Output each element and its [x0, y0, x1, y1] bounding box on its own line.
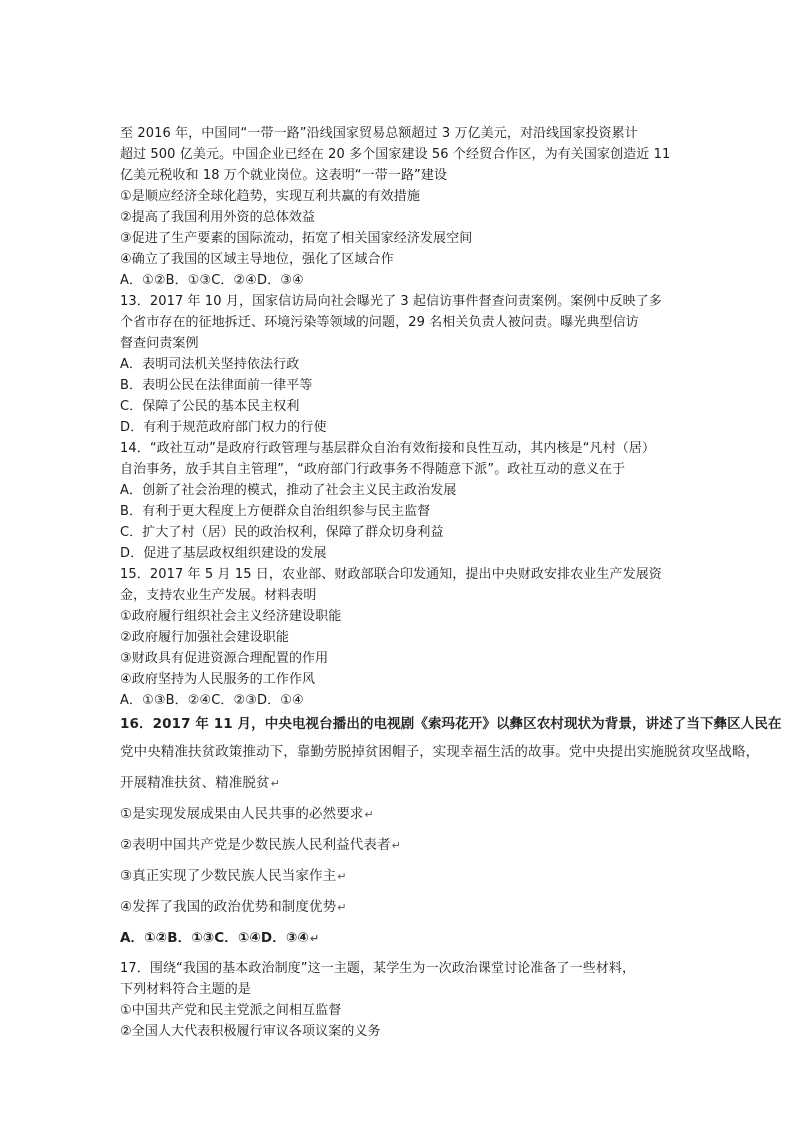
q16-option-1: ①是实现发展成果由人民共事的必然要求↵ — [120, 806, 374, 822]
q15-option-1: ①政府履行组织社会主义经济建设职能 — [120, 609, 342, 624]
q15-option-3: ③财政具有促进资源合理配置的作用 — [120, 651, 329, 666]
q13-option-d: D．有利于规范政府部门权力的行使 — [120, 420, 327, 435]
q14-stem-line-1: 14．“政社互动”是政府行政管理与基层群众自治有效衔接和良性互动，其内核是“凡村（居） — [120, 441, 656, 456]
return-mark-icon: ↵ — [270, 777, 280, 790]
q12-option-2: ②提高了我国利用外资的总体效益 — [120, 210, 316, 225]
q14-option-b: B．有利于更大程度上方便群众自治组织参与民主监督 — [120, 504, 431, 519]
q15-stem-line-1: 15．2017 年 5 月 15 日，农业部、财政部联合印发通知，提出中央财政安排农业生产发展资 — [120, 567, 662, 582]
q15-option-2: ②政府履行加强社会建设职能 — [120, 630, 289, 645]
return-mark-icon: ↵ — [391, 839, 401, 852]
q13-option-a: A．表明司法机关坚持依法行政 — [120, 357, 300, 372]
q17-stem-line-2: 下列材料符合主题的是 — [120, 982, 252, 997]
q15-answer-choices: A．①③B．②④C．②③D．①④ — [120, 693, 304, 708]
q14-option-a: A．创新了社会治理的模式，推动了社会主义民主政治发展 — [120, 483, 457, 498]
q16-stem-line-2: 党中央精准扶贫政策推动下，靠勤劳脱掉贫困帽子，实现幸福生活的故事。党中央提出实施脱贫攻坚战略， — [120, 744, 760, 760]
q16-answer-choices: A．①②B．①③C．①④D．③④↵ — [120, 930, 320, 946]
q12-stem-line-1: 至 2016 年，中国同“一带一路”沿线国家贸易总额超过 3 万亿美元，对沿线国家投资累计 — [120, 126, 638, 141]
q17-option-1: ①中国共产党和民主党派之间相互监督 — [120, 1003, 342, 1018]
q13-stem-line-2: 个省市存在的征地拆迁、环境污染等领域的问题，29 名相关负责人被问责。曝光典型信访 — [120, 315, 639, 330]
q14-option-d: D．促进了基层政权组织建设的发展 — [120, 546, 327, 561]
q13-stem-line-1: 13．2017 年 10 月，国家信访局向社会曝光了 3 起信访事件督查问责案例。案例中反映了多 — [120, 294, 662, 309]
q13-option-b: B．表明公民在法律面前一律平等 — [120, 378, 313, 393]
q17-stem-line-1: 17．围绕“我国的基本政治制度”这一主题，某学生为一次政治课堂讨论准备了一些材料， — [120, 961, 636, 976]
q15-stem-line-2: 金，支持农业生产发展。材料表明 — [120, 588, 317, 603]
q14-stem-line-2: 自治事务，放手其自主管理”，“政府部门行政事务不得随意下派”。政社互动的意义在于 — [120, 462, 626, 477]
q12-option-3: ③促进了生产要素的国际流动，拓宽了相关国家经济发展空间 — [120, 231, 473, 246]
q13-stem-line-3: 督查问责案例 — [120, 336, 199, 351]
q16-option-4: ④发挥了我国的政治优势和制度优势↵ — [120, 899, 347, 915]
q12-stem-line-2: 超过 500 亿美元。中国企业已经在 20 多个国家建设 56 个经贸合作区，为有关国家创造近 11 — [120, 147, 671, 162]
return-mark-icon: ↵ — [309, 932, 320, 945]
q17-option-2: ②全国人大代表积极履行审议各项议案的义务 — [120, 1024, 381, 1039]
return-mark-icon: ↵ — [337, 901, 347, 914]
q15-option-4: ④政府坚持为人民服务的工作作风 — [120, 672, 316, 687]
q13-option-c: C．保障了公民的基本民主权利 — [120, 399, 300, 414]
q12-option-1: ①是顺应经济全球化趋势，实现互利共赢的有效措施 — [120, 189, 420, 204]
q12-stem-line-3: 亿美元税收和 18 万个就业岗位。这表明“一带一路”建设 — [120, 168, 448, 183]
return-mark-icon: ↵ — [364, 808, 374, 821]
q16-option-3: ③真正实现了少数民族人民当家作主↵ — [120, 868, 347, 884]
q12-answer-choices: A．①②B．①③C．②④D．③④ — [120, 273, 304, 288]
q14-option-c: C．扩大了村（居）民的政治权利，保障了群众切身利益 — [120, 525, 444, 540]
q12-option-4: ④确立了我国的区域主导地位，强化了区域合作 — [120, 252, 394, 267]
q16-stem-line-1: 16．2017 年 11 月，中央电视台播出的电视剧《索玛花开》以彝区农村现状为背景，讲述了当下彝区人民在 — [120, 716, 782, 732]
q16-stem-line-3: 开展精准扶贫、精准脱贫↵ — [120, 775, 280, 791]
q16-option-2: ②表明中国共产党是少数民族人民利益代表者↵ — [120, 837, 401, 853]
return-mark-icon: ↵ — [337, 870, 347, 883]
